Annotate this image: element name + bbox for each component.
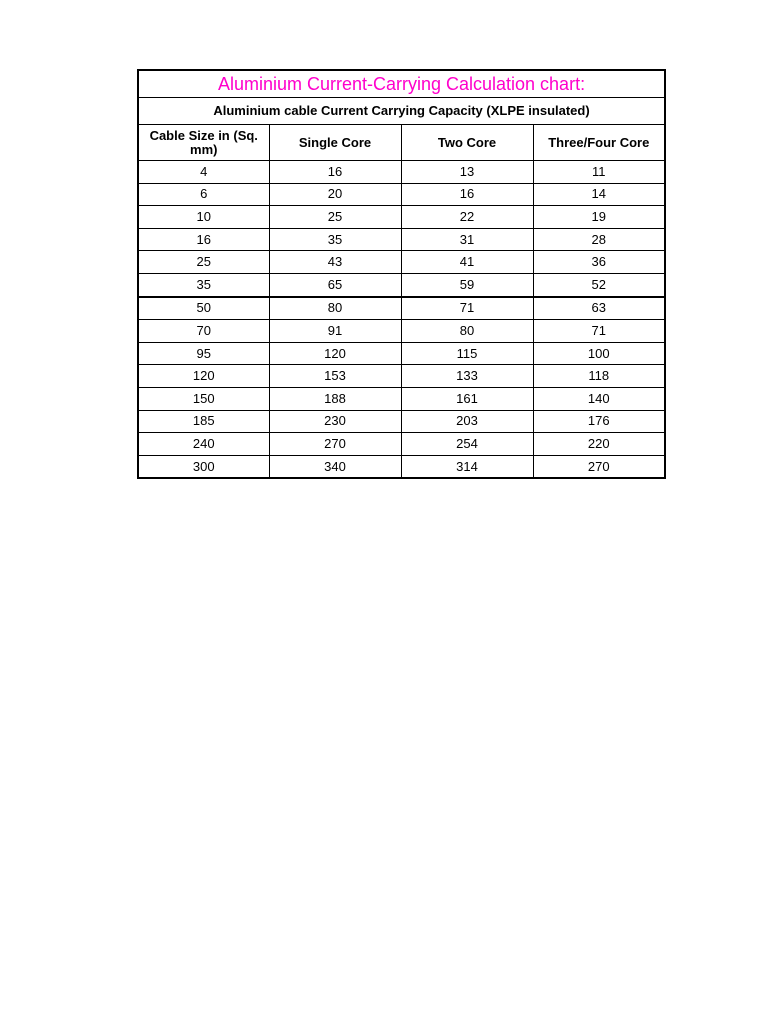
table-row (138, 228, 665, 251)
three-four-core-cell: 14 (533, 183, 665, 206)
two-core-cell: 59 (401, 273, 533, 296)
title-row (138, 70, 665, 98)
single-core-cell: 20 (269, 183, 401, 206)
three-four-core-cell: 63 (533, 297, 665, 320)
three-four-core-cell: 100 (533, 342, 665, 365)
subtitle-row (138, 98, 665, 125)
cable-size-cell: 50 (138, 297, 269, 320)
single-core-cell: 340 (269, 455, 401, 478)
three-four-core-cell: 71 (533, 320, 665, 343)
cable-size-cell: 300 (138, 455, 269, 478)
chart-title: Aluminium Current-Carrying Calculation chart: (138, 70, 665, 98)
table-row (138, 206, 665, 229)
two-core-cell: 16 (401, 183, 533, 206)
cable-size-cell: 95 (138, 342, 269, 365)
cable-size-cell: 185 (138, 410, 269, 433)
column-header-cable-size: Cable Size in (Sq. mm) (138, 125, 269, 161)
three-four-core-cell: 19 (533, 206, 665, 229)
single-core-cell: 80 (269, 297, 401, 320)
table-row (138, 410, 665, 433)
table-row (138, 455, 665, 478)
three-four-core-cell: 118 (533, 365, 665, 388)
two-core-cell: 13 (401, 161, 533, 184)
single-core-cell: 91 (269, 320, 401, 343)
two-core-cell: 22 (401, 206, 533, 229)
two-core-cell: 133 (401, 365, 533, 388)
table-subtitle: Aluminium cable Current Carrying Capacity (XLPE insulated) (138, 98, 665, 125)
cable-size-cell: 16 (138, 228, 269, 251)
cable-size-cell: 120 (138, 365, 269, 388)
column-header-two-core: Two Core (401, 125, 533, 161)
three-four-core-cell: 11 (533, 161, 665, 184)
cable-size-cell: 35 (138, 273, 269, 296)
single-core-cell: 43 (269, 251, 401, 274)
table-row (138, 342, 665, 365)
single-core-cell: 25 (269, 206, 401, 229)
three-four-core-cell: 52 (533, 273, 665, 296)
two-core-cell: 71 (401, 297, 533, 320)
column-header-single-core: Single Core (269, 125, 401, 161)
single-core-cell: 230 (269, 410, 401, 433)
single-core-cell: 270 (269, 433, 401, 456)
table-row (138, 365, 665, 388)
two-core-cell: 203 (401, 410, 533, 433)
table-row (138, 320, 665, 343)
single-core-cell: 65 (269, 273, 401, 296)
cable-size-cell: 10 (138, 206, 269, 229)
table-row (138, 387, 665, 410)
two-core-cell: 314 (401, 455, 533, 478)
column-header-three-four-core: Three/Four Core (533, 125, 665, 161)
single-core-cell: 188 (269, 387, 401, 410)
table-row (138, 273, 665, 296)
cable-size-cell: 150 (138, 387, 269, 410)
table-row (138, 297, 665, 320)
capacity-sheet (137, 69, 664, 479)
single-core-cell: 120 (269, 342, 401, 365)
three-four-core-cell: 36 (533, 251, 665, 274)
cable-size-cell: 240 (138, 433, 269, 456)
cable-size-cell: 6 (138, 183, 269, 206)
header-row (138, 125, 665, 161)
single-core-cell: 16 (269, 161, 401, 184)
two-core-cell: 254 (401, 433, 533, 456)
capacity-table (137, 69, 666, 479)
cable-size-cell: 25 (138, 251, 269, 274)
cable-size-cell: 4 (138, 161, 269, 184)
cable-size-cell: 70 (138, 320, 269, 343)
three-four-core-cell: 220 (533, 433, 665, 456)
two-core-cell: 31 (401, 228, 533, 251)
three-four-core-cell: 140 (533, 387, 665, 410)
two-core-cell: 80 (401, 320, 533, 343)
three-four-core-cell: 176 (533, 410, 665, 433)
two-core-cell: 41 (401, 251, 533, 274)
two-core-cell: 115 (401, 342, 533, 365)
table-row (138, 251, 665, 274)
table-row (138, 433, 665, 456)
three-four-core-cell: 28 (533, 228, 665, 251)
table-row (138, 183, 665, 206)
two-core-cell: 161 (401, 387, 533, 410)
table-row (138, 161, 665, 184)
three-four-core-cell: 270 (533, 455, 665, 478)
single-core-cell: 35 (269, 228, 401, 251)
single-core-cell: 153 (269, 365, 401, 388)
